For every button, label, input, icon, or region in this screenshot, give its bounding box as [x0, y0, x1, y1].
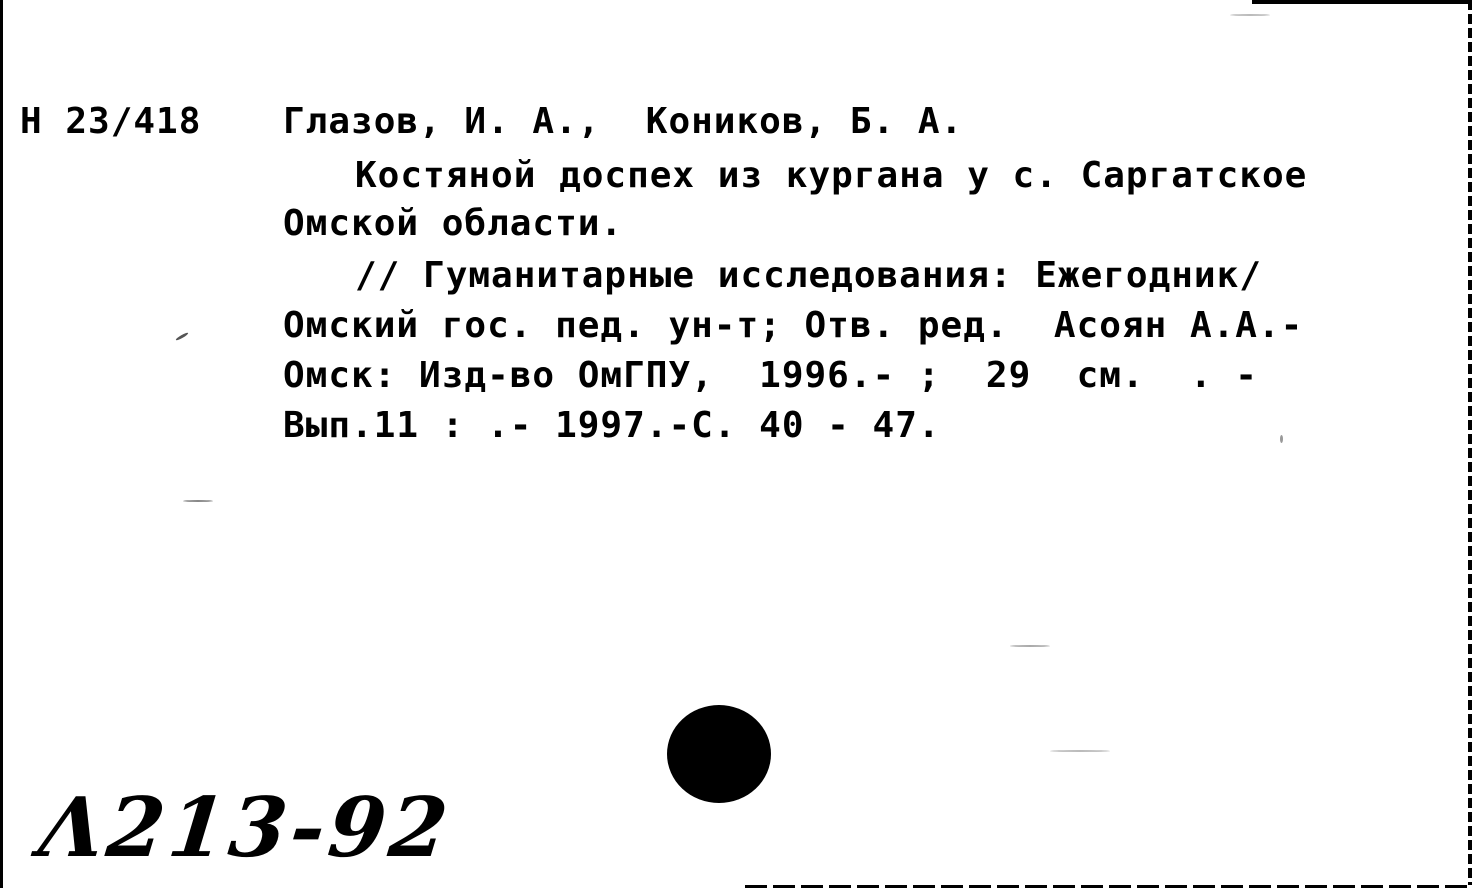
card-left-border [0, 0, 3, 888]
title-line-1: Костяной доспех из кургана у с. Саргатское [355, 155, 1308, 196]
scan-speck [175, 332, 189, 342]
scan-speck [1230, 14, 1270, 16]
source-line-4: Вып.11 : .- 1997.-С. 40 - 47. [283, 405, 941, 446]
scan-speck [1010, 645, 1050, 647]
shelfmark: Н 23/418 [20, 101, 202, 142]
card-right-border [1468, 0, 1472, 888]
source-line-3: Омск: Изд-во ОмГПУ, 1996.- ; 29 см. . - [283, 355, 1258, 396]
title-line-2: Омской области. [283, 203, 624, 244]
scan-speck [1280, 435, 1283, 443]
source-line-2: Омский гос. пед. ун-т; Отв. ред. Асоян А.А.- [283, 305, 1304, 346]
card-top-border [1252, 0, 1472, 4]
authors: Глазов, И. А., Коников, Б. А. [283, 101, 964, 142]
scan-speck [1050, 750, 1110, 752]
handwritten-number: Λ213-92 [34, 780, 456, 876]
source-line-1: // Гуманитарные исследования: Ежегодник/ [355, 255, 1262, 296]
scan-speck [183, 500, 213, 502]
punch-hole [667, 705, 771, 803]
